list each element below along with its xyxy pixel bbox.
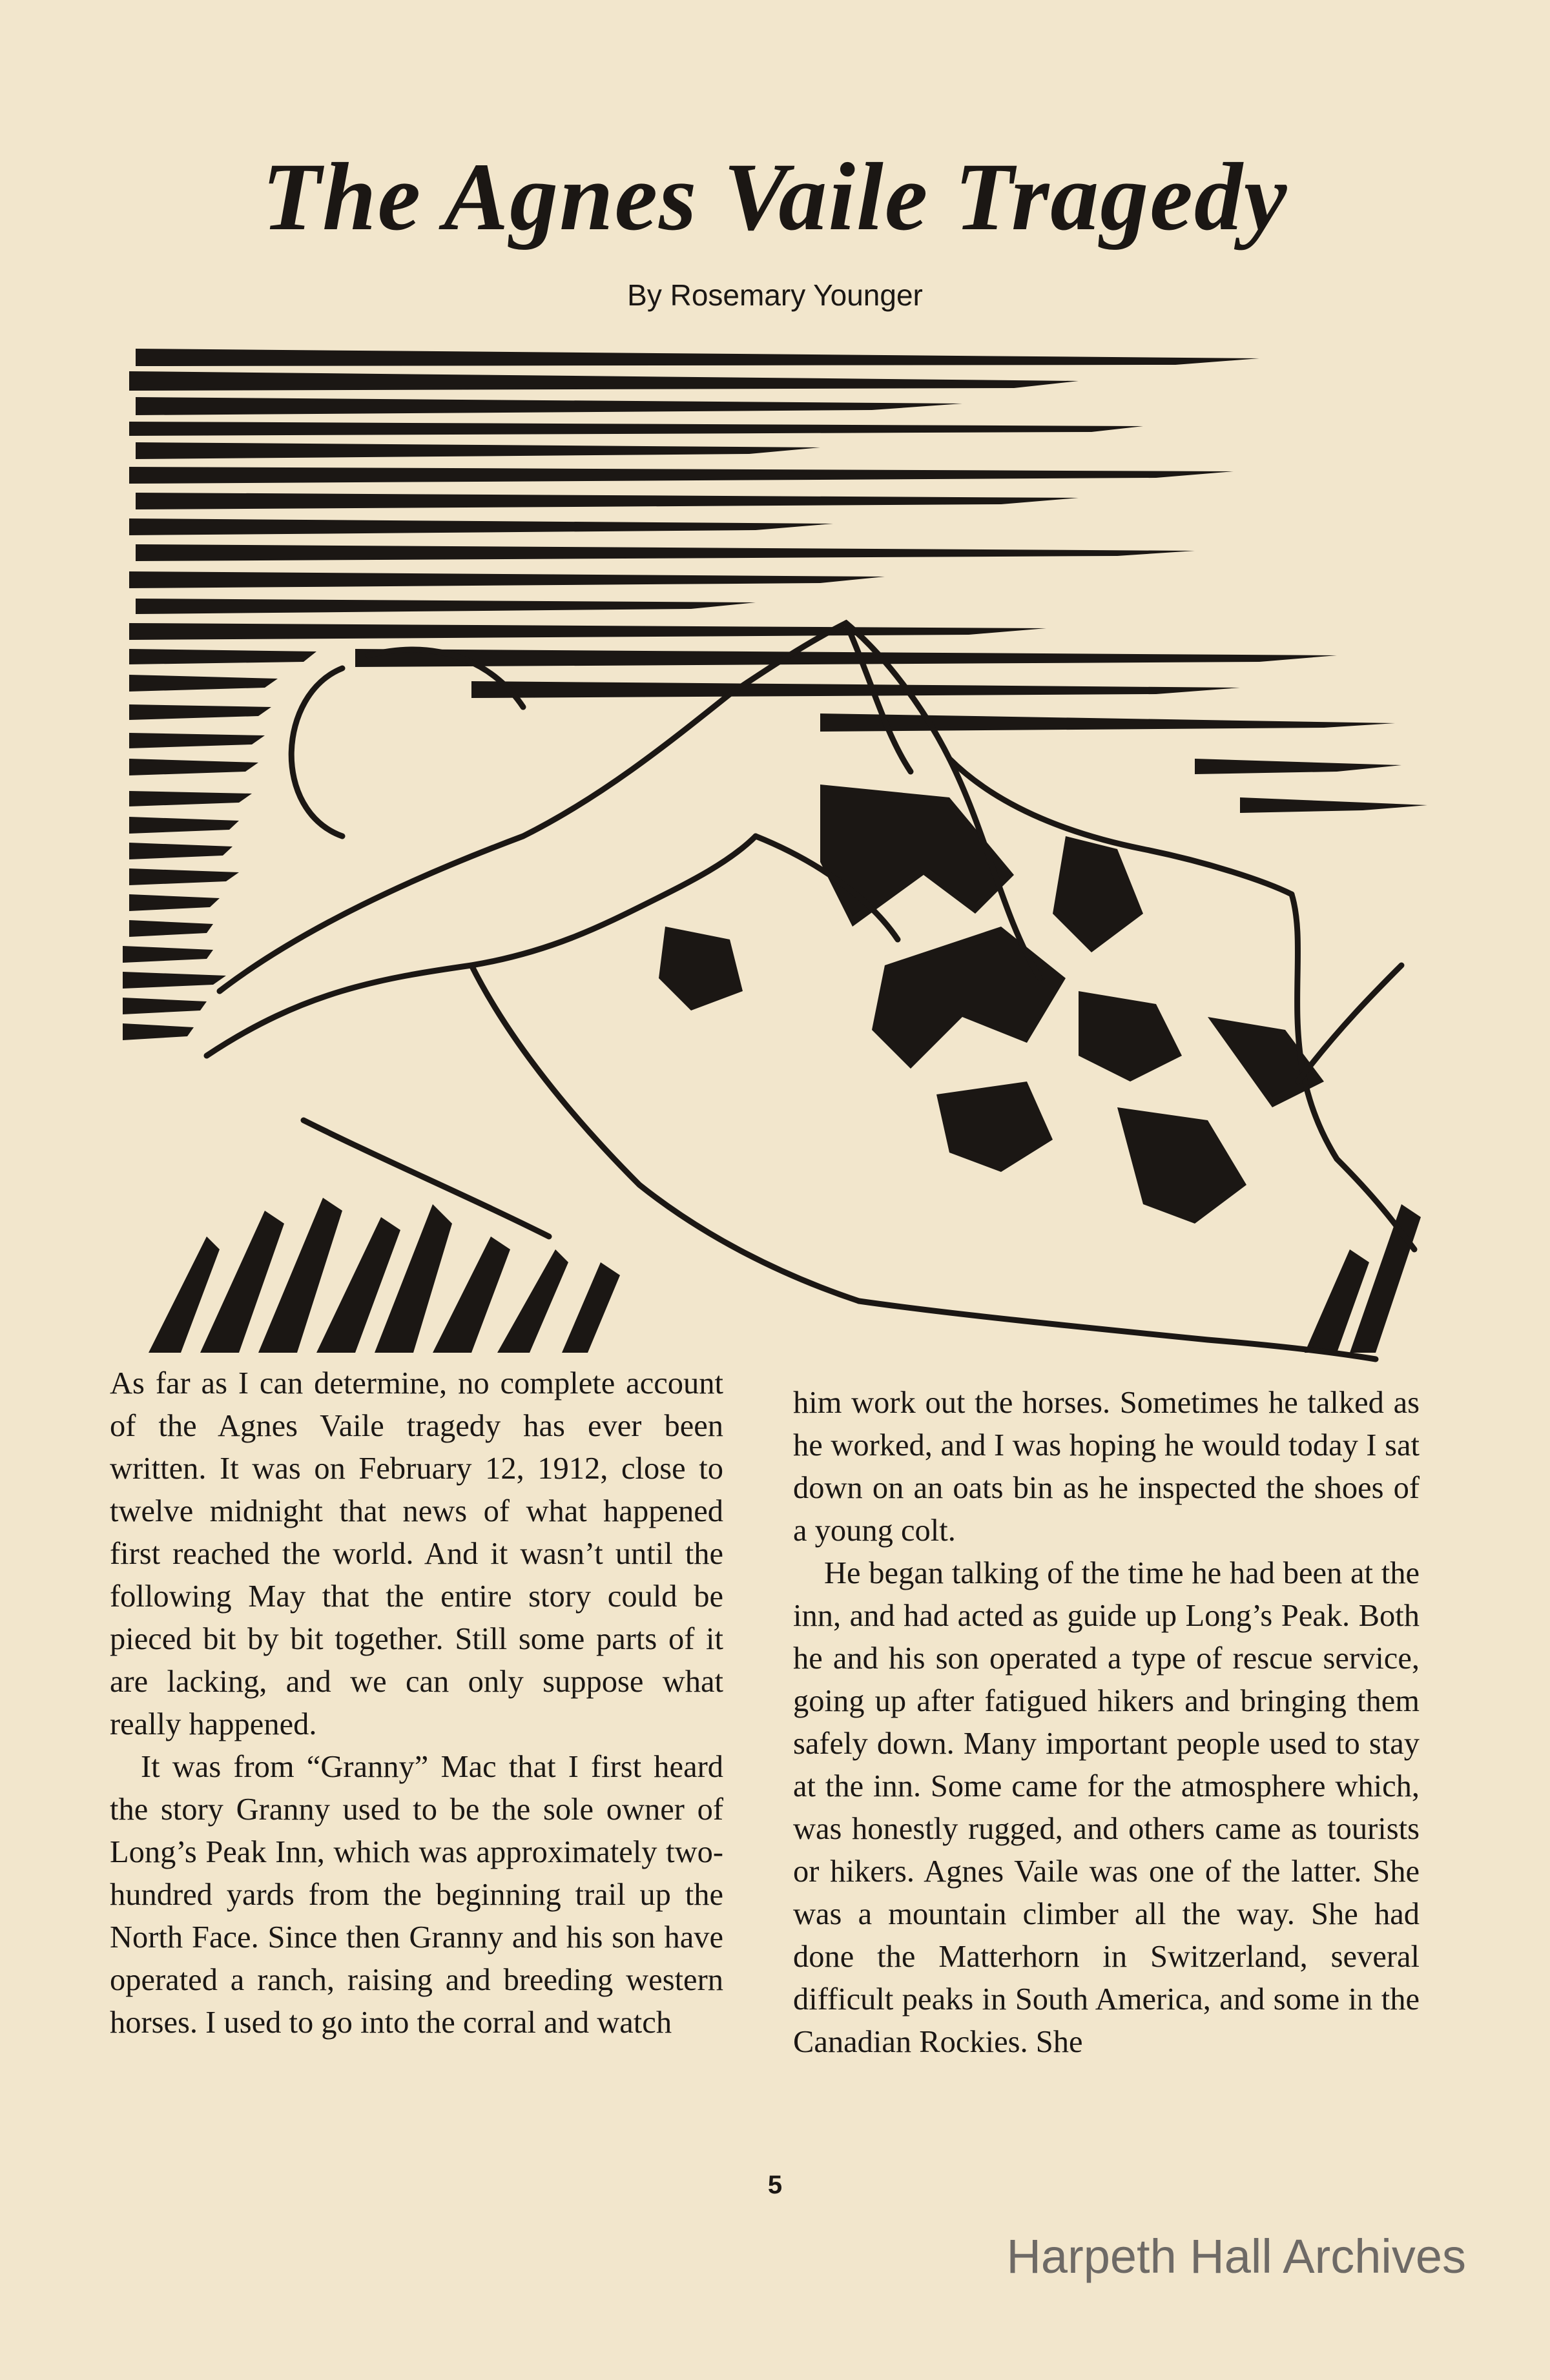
- mountain-illustration-icon: [110, 345, 1440, 1362]
- article-title: The Agnes Vaile Tragedy: [262, 143, 1288, 251]
- paragraph: He began talking of the time he had been at the inn, and had acted as guide up Long’s Peak. Both he and his son operated a type of rescue service, going up after fatigued hikers and bringing them safely down. Many important people used to stay at the inn. Some came for the atmosphere which, was honestly rugged, and others came as tourists or hikers. Agnes Vaile was one of the latter. She was a mountain climber all the way. She had done the Matterhorn in Switzerland, several difficult peaks in South America, and some in the Canadian Rockies. She: [793, 1556, 1420, 2059]
- left-text-column: [110, 1362, 723, 2044]
- right-text-column: [793, 1382, 1420, 2064]
- page-number: 5: [767, 2171, 783, 2199]
- archive-watermark: Harpeth Hall Archives: [1006, 2230, 1466, 2283]
- paragraph: As far as I can determine, no complete account of the Agnes Vaile tragedy has ever been written. It was on February 12, 1912, close to twelve midnight that news of what happened first reached the world. And it wasn’t until the following May that the entire story could be pieced bit by bit together. Still some parts of it are lacking, and we can only suppose what really happened.: [110, 1366, 723, 1741]
- paragraph: him work out the horses. Sometimes he talked as he worked, and I was hoping he would today I sat down on an oats bin as he inspected the shoes of a young colt.: [793, 1386, 1420, 1548]
- paragraph: It was from “Granny” Mac that I first heard the story Granny used to be the sole owner of Long’s Peak Inn, which was approximately two-hundred yards from the beginning trail up the North Face. Since then Granny and his son have operated a ranch, raising and breeding western horses. I used to go into the corral and watch: [110, 1750, 723, 2040]
- article-byline: By Rosemary Younger: [627, 278, 923, 312]
